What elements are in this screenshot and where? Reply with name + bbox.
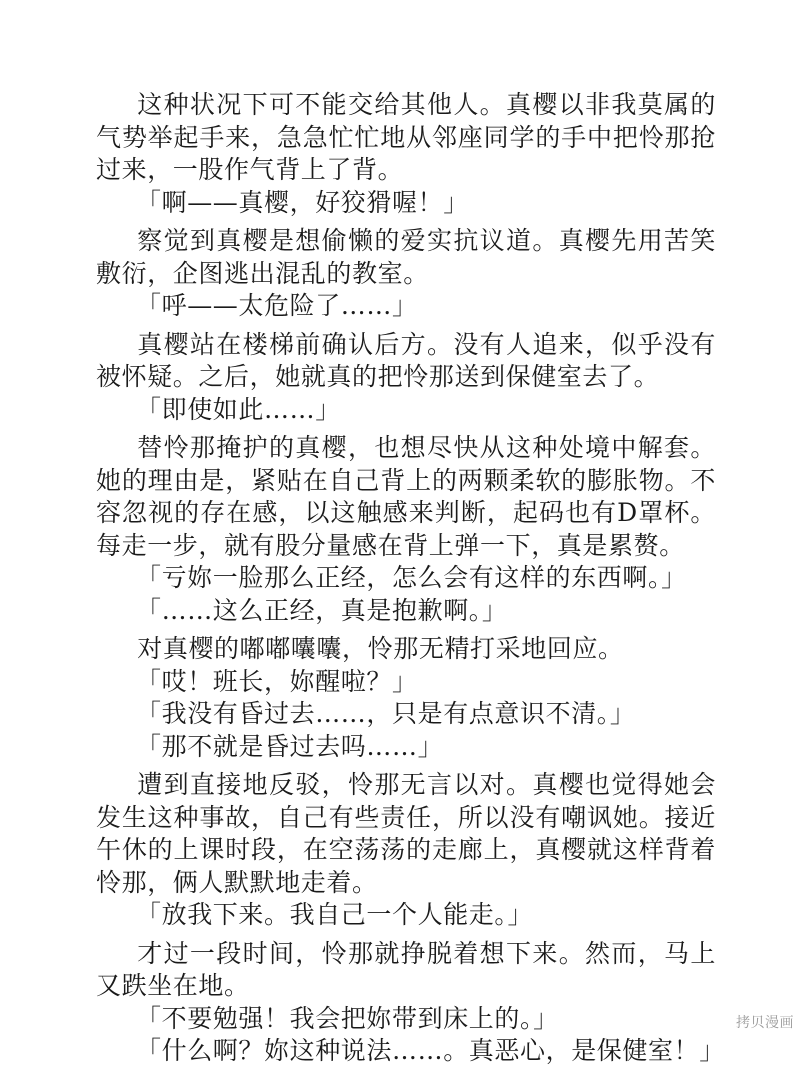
paragraph: 才过一段时间，怜那就挣脱着想下来。然而，马上又跌坐在地。: [96, 938, 716, 1000]
dialogue-line: 「啊——真樱，好狡猾喔！」: [136, 187, 469, 217]
dialogue-line: 「那不就是昏过去吗……」: [136, 731, 444, 761]
dialogue-line: 「呼——太危险了……」: [136, 291, 418, 320]
dialogue-line: 「……这么正经，真是抱歉啊。」: [136, 595, 508, 625]
paragraph: 对真樱的嘟嘟囔囔，怜那无精打采地回应。: [137, 634, 624, 663]
watermark: 拷贝漫画: [736, 1015, 794, 1031]
dialogue-line: 「亏妳一脸那么正经，怎么会有这样的东西啊。」: [136, 563, 687, 592]
dialogue-line: 「放我下来。我自己一个人能走。」: [136, 900, 534, 929]
dialogue-line: 「哎！班长，妳醒啦？」: [136, 666, 418, 696]
text-body: [96, 89, 725, 1068]
dialogue-line: 「即使如此……」: [136, 394, 341, 424]
paragraph: 遭到直接地反驳，怜那无言以对。真樱也觉得她会发生这种事故，自己有些责任，所以没有嘲讽她。接近午休的上课时段，在空荡荡的走廊上，真樱就这样背着怜那，俩人默默地走着。: [96, 770, 716, 897]
paragraph: 真樱站在楼梯前确认后方。没有人追来，似乎没有被怀疑。之后，她就真的把怜那送到保健室去了。: [96, 329, 716, 391]
paragraph: 这种状况下可不能交给其他人。真樱以非我莫属的气势举起手来，急急忙忙地从邻座同学的手中把怜那抢过来，一股作气背上了背。: [96, 90, 716, 184]
paragraph: 替怜那掩护的真樱，也想尽快从这种处境中解套。她的理由是，紧贴在自己背上的两颗柔软的膨胀物。不容忽视的存在感，以这触感来判断，起码也有D罩杯。每走一步，就有股分量感在背上弹一下，真是累赘。: [96, 433, 716, 560]
dialogue-line: 「什么啊？妳这种说法……。真恶心，是保健室！」: [136, 1036, 725, 1065]
paragraph: 察觉到真樱是想偷懒的爱实抗议道。真樱先用苦笑敷衍，企图逃出混乱的教室。: [96, 226, 716, 288]
dialogue-line: 「我没有昏过去……，只是有点意识不清。」: [136, 699, 636, 728]
dialogue-line: 「不要勉强！我会把妳带到床上的。」: [136, 1003, 559, 1033]
